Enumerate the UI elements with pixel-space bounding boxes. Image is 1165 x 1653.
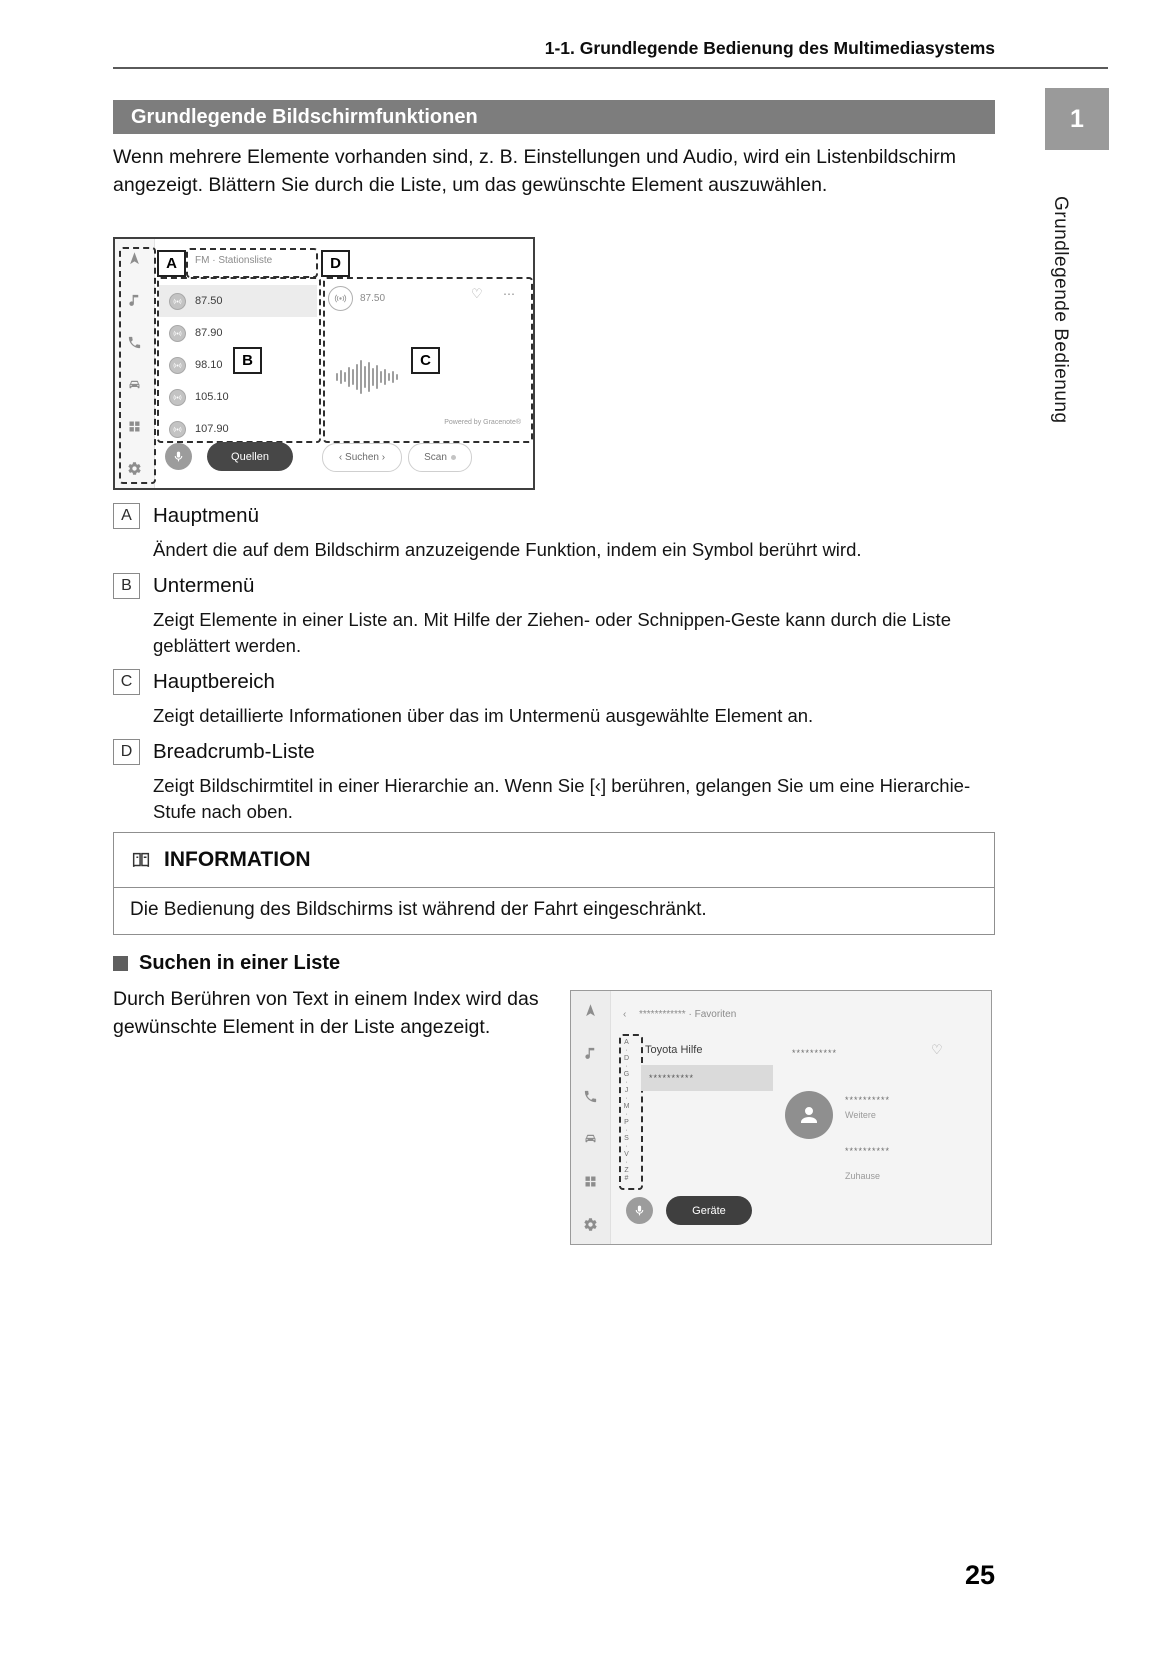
station-logo-icon xyxy=(328,286,353,311)
car-icon xyxy=(583,1131,598,1146)
phone-icon xyxy=(583,1089,598,1104)
definition-title: Hauptbereich xyxy=(153,670,275,693)
scan-button-label: Scan xyxy=(424,452,447,463)
callout-label-b: B xyxy=(233,347,262,374)
definition-description: Zeigt Elemente in einer Liste an. Mit Hilfe der Ziehen- oder Schnippen-Geste kann durch die Liste geblättert werden. xyxy=(153,609,951,656)
subsection-title: Suchen in einer Liste xyxy=(139,952,341,974)
microphone-button xyxy=(626,1197,653,1224)
contact-sub-label: Zuhause xyxy=(845,1171,881,1181)
person-icon xyxy=(797,1103,821,1127)
callout-label-d: D xyxy=(321,250,350,277)
information-box xyxy=(113,832,995,935)
subsection-paragraph: Durch Berühren von Text in einem Index wird das gewünschte Element in der Liste angezeigt. xyxy=(113,988,539,1038)
microphone-icon xyxy=(172,450,185,463)
definition-description: Zeigt detaillierte Informationen über das im Untermenü ausgewählte Element an. xyxy=(153,705,814,726)
scan-indicator-dot xyxy=(451,455,456,460)
music-note-icon xyxy=(583,1046,598,1061)
navigation-icon xyxy=(583,1003,598,1018)
callout-label-a: A xyxy=(157,250,186,277)
page-number: 25 xyxy=(964,1560,995,1590)
square-bullet-icon xyxy=(113,956,128,971)
definition-key: D xyxy=(113,739,140,765)
contact-masked-name: ********** xyxy=(845,1095,891,1105)
now-playing-frequency: 87.50 xyxy=(360,293,386,304)
alphabet-index: A·D·G·J·M·P·S·V·Z# xyxy=(623,1039,630,1183)
definition-title: Hauptmenü xyxy=(153,504,259,527)
gear-icon xyxy=(583,1217,598,1232)
screenshot-index-list xyxy=(570,990,992,1245)
detail-masked-text: ********** xyxy=(792,1048,838,1058)
favorite-heart-icon: ♡ xyxy=(471,286,483,301)
back-chevron-icon: ‹ xyxy=(623,1009,627,1020)
scan-button xyxy=(408,443,472,472)
section-title: Grundlegende Bildschirmfunktionen xyxy=(113,100,995,134)
information-header xyxy=(114,833,994,888)
station-frequency: 105.10 xyxy=(195,391,229,403)
microphone-icon xyxy=(633,1204,646,1217)
list-item: Toyota Hilfe xyxy=(645,1044,703,1056)
chapter-tab: 1 xyxy=(1045,88,1109,150)
callout-region-a xyxy=(119,247,156,484)
microphone-button xyxy=(165,443,192,470)
definition-key: A xyxy=(113,503,140,529)
information-title: INFORMATION xyxy=(164,848,311,871)
definition-title: Breadcrumb-Liste xyxy=(153,740,315,763)
definition-description: Ändert die auf dem Bildschirm anzuzeigende Funktion, indem ein Symbol berührt wird. xyxy=(153,539,862,560)
intro-paragraph: Wenn mehrere Elemente vorhanden sind, z. B. Einstellungen und Audio, wird ein Listenbildschirm angezeigt. Blättern Sie durch die Liste, um das gewünschte Element auszuwählen. xyxy=(113,146,956,196)
information-body: Die Bedienung des Bildschirms ist während der Fahrt eingeschränkt. xyxy=(130,899,707,920)
favorite-heart-icon: ♡ xyxy=(931,1042,943,1057)
definition-key: B xyxy=(113,573,140,599)
sources-button: Quellen xyxy=(207,442,293,471)
station-frequency: 87.50 xyxy=(195,295,223,307)
contact-avatar xyxy=(785,1091,833,1139)
callout-definitions xyxy=(113,502,995,834)
breadcrumb: FM · Stationsliste xyxy=(195,255,273,266)
callout-label-c: C xyxy=(411,347,440,374)
station-frequency: 98.10 xyxy=(195,359,223,371)
contact-masked-name: ********** xyxy=(845,1146,891,1156)
definition-title: Untermenü xyxy=(153,574,255,597)
manual-book-icon xyxy=(130,849,152,871)
contact-sub-label: Weitere xyxy=(845,1110,876,1120)
screenshot-station-list xyxy=(113,237,535,490)
definition-d xyxy=(113,738,995,766)
more-options-icon: ⋯ xyxy=(503,287,516,301)
station-frequency: 87.90 xyxy=(195,327,223,339)
chapter-side-label: Grundlegende Bedienung xyxy=(1050,196,1071,424)
subsection-heading xyxy=(113,952,340,975)
devices-button: Geräte xyxy=(666,1196,752,1225)
header-rule xyxy=(113,67,1108,69)
definition-a xyxy=(113,502,995,530)
breadcrumb: ************ · Favoriten xyxy=(639,1009,737,1020)
apps-grid-icon xyxy=(583,1174,598,1189)
gracenote-credit: Powered by Gracenote® xyxy=(444,419,521,426)
chapter-header: 1-1. Grundlegende Bedienung des Multimediasystems xyxy=(544,38,995,58)
definition-key: C xyxy=(113,669,140,695)
list-item-selected: ********** xyxy=(641,1065,773,1091)
definition-description: Zeigt Bildschirmtitel in einer Hierarchie an. Wenn Sie [‹] berühren, gelangen Sie um eine Hierarchie-Stufe nach oben. xyxy=(153,775,971,822)
definition-b xyxy=(113,572,995,600)
definition-c xyxy=(113,668,995,696)
main-menu-sidebar xyxy=(571,991,611,1244)
search-button: ‹ Suchen › xyxy=(322,443,402,472)
audio-waveform xyxy=(336,357,402,397)
station-frequency: 107.90 xyxy=(195,423,229,435)
